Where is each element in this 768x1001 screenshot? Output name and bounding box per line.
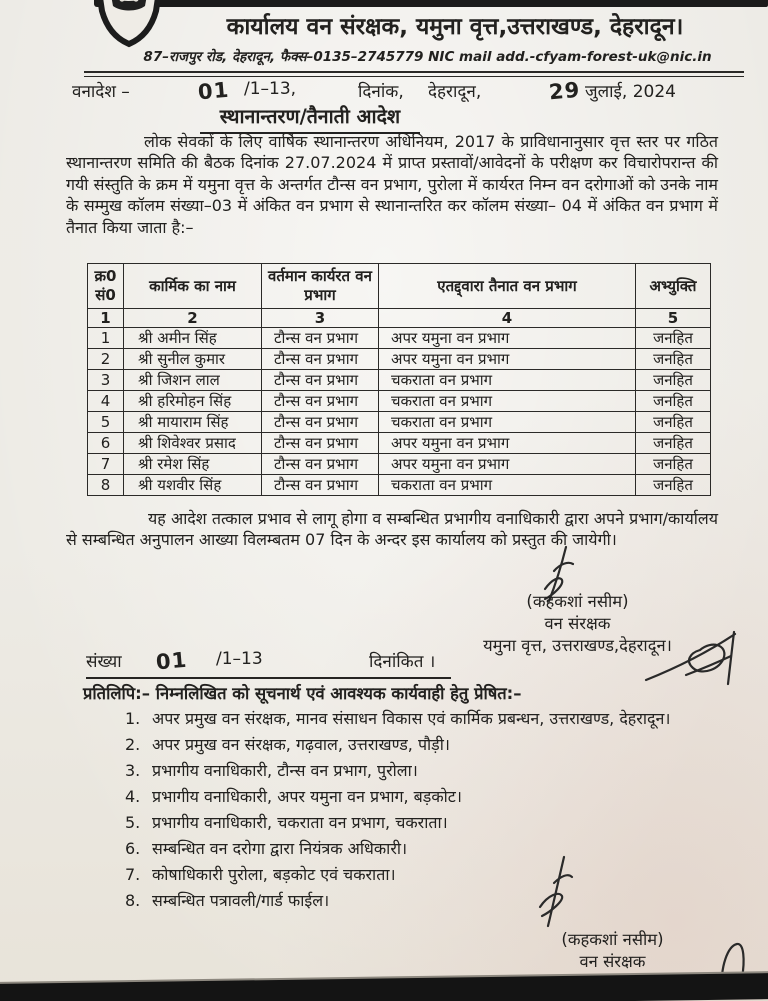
table-cell: टौन्स वन प्रभाग bbox=[262, 412, 379, 433]
reference-label: संख्या bbox=[86, 652, 122, 672]
closing-paragraph: यह आदेश तत्काल प्रभाव से लागू होगा व सम्बन्धित प्रभागीय वनाधिकारी द्वारा अपने प्रभाग/कार्यालय से सम्बन्धित अनुपालन आख्या विलम्बतम 07 दिन के अन्दर इस कार्यालय को प्रस्तुत की जायेगी। bbox=[66, 509, 718, 550]
document-title: स्थानान्तरण/तैनाती आदेश bbox=[200, 102, 420, 134]
table-cell: टौन्स वन प्रभाग bbox=[262, 475, 379, 496]
table-row bbox=[88, 475, 711, 496]
table-cell: श्री शिवेश्वर प्रसाद bbox=[124, 433, 262, 454]
reference-number-handwritten: 01 bbox=[155, 647, 189, 675]
table-column-number-cell: 2 bbox=[124, 309, 262, 328]
copy-list-item: 5. प्रभागीय वनाधिकारी, चकराता वन प्रभाग, चकराता। bbox=[125, 813, 448, 832]
transfer-table-body bbox=[88, 328, 711, 496]
reference-number-line bbox=[86, 649, 451, 679]
signatory-name: (कहकशां नसीम) bbox=[561, 930, 664, 949]
signature-flourish-top bbox=[638, 630, 740, 688]
table-row bbox=[88, 391, 711, 412]
table-cell: जनहित bbox=[636, 454, 711, 475]
table-cell: चकराता वन प्रभाग bbox=[379, 391, 636, 412]
table-row bbox=[88, 328, 711, 349]
table-column-number-row bbox=[88, 309, 711, 328]
table-cell: जनहित bbox=[636, 412, 711, 433]
table-cell: जनहित bbox=[636, 433, 711, 454]
copy-list-heading: प्रतिलिपि:– निम्नलिखित को सूचनार्थ एवं आवश्यक कार्यवाही हेतु प्रेषित:– bbox=[83, 684, 522, 703]
table-cell: अपर यमुना वन प्रभाग bbox=[379, 454, 636, 475]
table-cell: जनहित bbox=[636, 391, 711, 412]
copy-list-item: 1. अपर प्रमुख वन संरक्षक, मानव संसाधन विकास एवं कार्मिक प्रबन्धन, उत्तराखण्ड, देहरादून। bbox=[125, 709, 671, 728]
table-column-number-cell: 4 bbox=[379, 309, 636, 328]
table-cell: जनहित bbox=[636, 370, 711, 391]
table-cell: 2 bbox=[88, 349, 124, 370]
office-title: कार्यालय वन संरक्षक, यमुना वृत्त,उत्तराखण्ड, देहरादून। bbox=[226, 14, 684, 40]
table-column-number-cell: 3 bbox=[262, 309, 379, 328]
table-cell: जनहित bbox=[636, 349, 711, 370]
table-cell: टौन्स वन प्रभाग bbox=[262, 349, 379, 370]
order-number-handwritten: 01 bbox=[197, 77, 231, 105]
table-cell: चकराता वन प्रभाग bbox=[379, 412, 636, 433]
table-cell: 6 bbox=[88, 433, 124, 454]
copy-list-item-number: 3. bbox=[125, 761, 141, 780]
table-cell: श्री रमेश सिंह bbox=[124, 454, 262, 475]
table-cell: टौन्स वन प्रभाग bbox=[262, 433, 379, 454]
transfer-table bbox=[87, 263, 711, 496]
signature-mark-bottom bbox=[534, 855, 574, 929]
copy-list-item-number: 5. bbox=[125, 813, 141, 832]
table-header-cell: कार्मिक का नाम bbox=[124, 264, 262, 309]
table-row bbox=[88, 454, 711, 475]
table-row bbox=[88, 370, 711, 391]
table-cell: अपर यमुना वन प्रभाग bbox=[379, 349, 636, 370]
copy-list-item-number: 6. bbox=[125, 839, 141, 858]
order-number-suffix: /1–13, bbox=[244, 79, 297, 99]
table-cell: जनहित bbox=[636, 475, 711, 496]
copy-list-item: 6. सम्बन्धित वन दरोगा द्वारा नियंत्रक अधिकारी। bbox=[125, 839, 408, 858]
order-date-label: दिनांक, bbox=[358, 82, 404, 102]
header-divider bbox=[84, 71, 744, 77]
table-cell: श्री हरिमोहन सिंह bbox=[124, 391, 262, 412]
table-row bbox=[88, 349, 711, 370]
scan-edge-top bbox=[94, 0, 768, 7]
table-cell: 4 bbox=[88, 391, 124, 412]
body-paragraph: लोक सेवकों के लिए वार्षिक स्थानान्तरण अधिनियम, 2017 के प्राविधानानुसार वृत्त स्तर पर गठित स्थानान्तरण समिति की बैठक दिनांक 27.07.2024 में प्राप्त प्रस्तावों/आवेदनों के परीक्षण कर विचारोपरान्त की गयी संस्तुति के क्रम में यमुना वृत्त के अन्तर्गत टौन्स वन प्रभाग, पुरोला में कार्यरत निम्न वन दरोगाओं को उनके नाम के सम्मुख कॉलम संख्या–03 में अंकित वन प्रभाग से स्थानान्तरित कर कॉलम संख्या– 04 में अंकित वन प्रभाग में तैनात किया जाता है:– bbox=[66, 132, 718, 237]
table-header-cell: अभ्युक्ति bbox=[636, 264, 711, 309]
table-row bbox=[88, 412, 711, 433]
copy-list-item-number: 2. bbox=[125, 735, 141, 754]
transfer-table-head bbox=[88, 264, 711, 328]
table-cell: चकराता वन प्रभाग bbox=[379, 475, 636, 496]
table-cell: श्री मायाराम सिंह bbox=[124, 412, 262, 433]
reference-dated-label: दिनांकित । bbox=[369, 652, 436, 672]
copy-list-item: 2. अपर प्रमुख वन संरक्षक, गढ़वाल, उत्तराखण्ड, पौड़ी। bbox=[125, 735, 450, 754]
table-cell: श्री सुनील कुमार bbox=[124, 349, 262, 370]
table-column-number-cell: 1 bbox=[88, 309, 124, 328]
copy-list-item: 4. प्रभागीय वनाधिकारी, अपर यमुना वन प्रभाग, बड़कोट। bbox=[125, 787, 462, 806]
table-cell: 3 bbox=[88, 370, 124, 391]
table-cell: श्री यशवीर सिंह bbox=[124, 475, 262, 496]
table-cell: जनहित bbox=[636, 328, 711, 349]
copy-list-item: 3. प्रभागीय वनाधिकारी, टौन्स वन प्रभाग, पुरोला। bbox=[125, 761, 418, 780]
table-cell: टौन्स वन प्रभाग bbox=[262, 391, 379, 412]
table-cell: 5 bbox=[88, 412, 124, 433]
order-label: वनादेश – bbox=[72, 82, 130, 102]
signatory-designation: वन संरक्षक bbox=[544, 614, 611, 633]
copy-list-item-number: 4. bbox=[125, 787, 141, 806]
table-header-row bbox=[88, 264, 711, 309]
table-column-number-cell: 5 bbox=[636, 309, 711, 328]
table-cell: अपर यमुना वन प्रभाग bbox=[379, 433, 636, 454]
copy-list-item: 7. कोषाधिकारी पुरोला, बड़कोट एवं चकराता। bbox=[125, 865, 396, 884]
table-cell: टौन्स वन प्रभाग bbox=[262, 454, 379, 475]
table-cell: श्री अमीन सिंह bbox=[124, 328, 262, 349]
office-address-line: 87–राजपुर रोड, देहरादून, फैक्स–0135–2745779 NIC mail add.-cfyam-forest-uk@nic.in bbox=[143, 49, 712, 65]
table-cell: श्री जिशन लाल bbox=[124, 370, 262, 391]
table-cell: अपर यमुना वन प्रभाग bbox=[379, 328, 636, 349]
table-cell: 8 bbox=[88, 475, 124, 496]
copy-list-item: 8. सम्बन्धित पत्रावली/गार्ड फाईल। bbox=[125, 891, 330, 910]
order-day-handwritten: 29 bbox=[548, 77, 582, 105]
table-cell: चकराता वन प्रभाग bbox=[379, 370, 636, 391]
table-cell: टौन्स वन प्रभाग bbox=[262, 370, 379, 391]
copy-list-item-number: 8. bbox=[125, 891, 141, 910]
table-row bbox=[88, 433, 711, 454]
scan-edge-bottom bbox=[0, 973, 768, 1001]
table-header-cell: क्र0 सं0 bbox=[88, 264, 124, 309]
signatory-office: यमुना वृत्त, उत्तराखण्ड,देहरादून। bbox=[483, 636, 672, 655]
copy-list bbox=[125, 708, 723, 916]
table-header-cell: एतद्द्वारा तैनात वन प्रभाग bbox=[379, 264, 636, 309]
table-cell: 7 bbox=[88, 454, 124, 475]
signatory-name: (कहकशां नसीम) bbox=[526, 592, 629, 611]
signatory-designation: वन संरक्षक bbox=[579, 951, 646, 971]
reference-number-suffix: /1–13 bbox=[216, 649, 263, 669]
copy-list-item-number: 1. bbox=[125, 709, 141, 728]
table-cell: टौन्स वन प्रभाग bbox=[262, 328, 379, 349]
table-cell: 1 bbox=[88, 328, 124, 349]
table-header-cell: वर्तमान कार्यरत वन प्रभाग bbox=[262, 264, 379, 309]
copy-list-item-number: 7. bbox=[125, 865, 141, 884]
order-month-year: जुलाई, 2024 bbox=[585, 82, 676, 102]
order-place: देहरादून, bbox=[428, 82, 482, 102]
